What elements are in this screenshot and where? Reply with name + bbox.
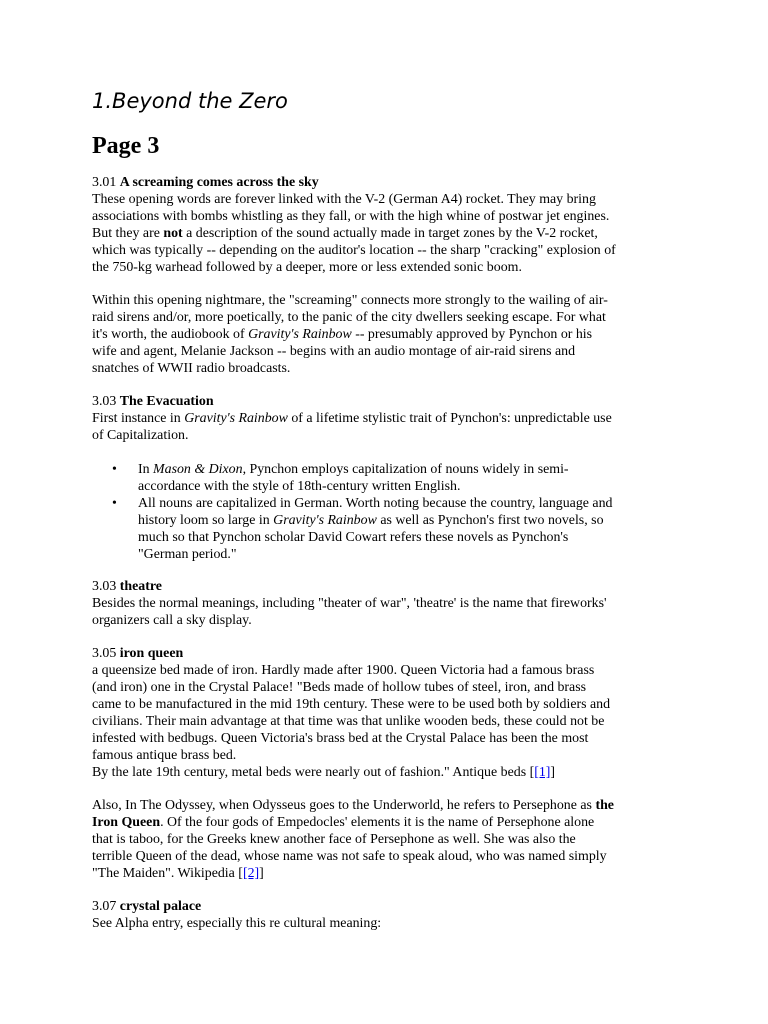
text-line xyxy=(92,814,692,831)
text-run: it's worth, the audiobook of xyxy=(92,327,249,342)
text-line xyxy=(138,512,612,529)
bold-run: Iron Queen xyxy=(92,815,161,830)
entry-title: A screaming comes across the sky xyxy=(119,175,319,190)
entry-heading xyxy=(92,645,692,662)
italic-run: Gravity's Rainbow xyxy=(184,411,288,426)
text-run: "The Maiden". Wikipedia [ xyxy=(92,866,243,881)
italic-run: Gravity's Rainbow xyxy=(248,327,352,342)
entry-title: theatre xyxy=(119,579,162,594)
text-line: that is taboo, for the Greeks knew another face of Persephone as well. She was also the xyxy=(92,832,576,847)
italic-run: Gravity's Rainbow xyxy=(273,513,377,528)
bullet-icon: • xyxy=(112,462,117,477)
text-line: of Capitalization. xyxy=(92,428,189,443)
bullet-icon: • xyxy=(112,496,117,511)
text-line: much so that Pynchon scholar David Cowart refers these novels as Pynchon's xyxy=(138,530,569,545)
text-run: history loom so large in xyxy=(138,513,274,528)
entry-number: 3.07 xyxy=(92,899,120,914)
footnote-link[interactable]: [1] xyxy=(534,765,551,780)
text-line: "German period." xyxy=(138,547,237,562)
text-line: See Alpha entry, especially this re cultural meaning: xyxy=(92,916,382,931)
text-run: as well as Pynchon's first two novels, so xyxy=(376,513,604,528)
text-line: came to be manufactured in the mid 19th century. These were to be used both by soldiers and xyxy=(92,697,611,712)
text-run: of a lifetime stylistic trait of Pynchon's: unpredictable use xyxy=(287,411,612,426)
list-item xyxy=(110,495,612,563)
text-line xyxy=(92,225,692,242)
text-line: raid sirens and/or, more poetically, to the panic of the city dwellers seeking escape. For what xyxy=(92,310,606,325)
italic-run: Mason & Dixon xyxy=(153,462,243,477)
entry-heading xyxy=(92,393,692,410)
text-line: terrible Queen of the dead, whose name was not safe to speak aloud, who was named simply xyxy=(92,849,607,864)
entry-3-07-crystal-palace xyxy=(92,898,692,932)
text-line: which was typically -- depending on the auditor's location -- the sharp "cracking" explosion of xyxy=(92,243,616,258)
text-run: In xyxy=(138,462,154,477)
footnote-link[interactable]: [2] xyxy=(242,866,260,881)
text-run: But they are xyxy=(92,226,164,241)
entry-heading xyxy=(92,898,692,915)
bold-run: the xyxy=(595,798,614,813)
entry-title: crystal palace xyxy=(119,899,202,914)
text-run: , Pynchon employs capitalization of nouns widely in semi- xyxy=(242,462,569,477)
text-line xyxy=(92,410,692,427)
text-run: ] xyxy=(550,765,556,780)
paragraph-odyssey xyxy=(92,797,692,882)
text-line: associations with bombs whistling as they fall, or with the high whine of postwar jet engines. xyxy=(92,209,610,224)
text-line: accordance with the style of 18th-century written English. xyxy=(138,479,461,494)
entry-title: The Evacuation xyxy=(119,394,214,409)
text-line: All nouns are capitalized in German. Worth noting because the country, language and xyxy=(138,496,613,511)
text-line: (and iron) one in the Crystal Palace! "Beds made of hollow tubes of steel, iron, and brass xyxy=(92,680,587,695)
text-line: civilians. Their main advantage at that time was that unlike wooden beds, these could not be xyxy=(92,714,605,729)
entry-3-01 xyxy=(92,174,692,276)
text-line: the 750-kg warhead followed by a deeper, more or less extended sonic boom. xyxy=(92,260,522,275)
text-line: wife and agent, Melanie Jackson -- begins with an audio montage of air-raid sirens and xyxy=(92,344,576,359)
text-line xyxy=(138,461,612,478)
text-line: Besides the normal meanings, including "theater of war", 'theatre' is the name that fireworks' xyxy=(92,596,607,611)
text-run: . Of the four gods of Empedocles' elements it is the name of Persephone alone xyxy=(160,815,595,830)
text-run: -- presumably approved by Pynchon or his xyxy=(351,327,593,342)
text-run: First instance in xyxy=(92,411,185,426)
text-line: Within this opening nightmare, the "screaming" connects more strongly to the wailing of air- xyxy=(92,293,608,308)
entry-heading xyxy=(92,174,692,191)
text-run: ] xyxy=(259,866,264,881)
text-line: These opening words are forever linked with the V-2 (German A4) rocket. They may bring xyxy=(92,192,596,207)
entry-title: iron queen xyxy=(119,646,184,661)
entry-3-05-iron-queen xyxy=(92,645,692,781)
text-line xyxy=(92,764,692,781)
entry-heading xyxy=(92,578,692,595)
text-line: infested with bedbugs. Queen Victoria's brass bed at the Crystal Palace has been the most xyxy=(92,731,589,746)
list-item xyxy=(110,461,612,495)
chapter-title: 1.Beyond the Zero xyxy=(92,89,288,113)
text-line xyxy=(92,797,692,814)
text-line xyxy=(92,865,692,882)
page-heading: Page 3 xyxy=(92,133,160,159)
text-run: Also, In The Odyssey, when Odysseus goes to the Underworld, he refers to Persephone as xyxy=(92,798,596,813)
text-run: a description of the sound actually made in target zones by the V-2 rocket, xyxy=(182,226,598,241)
entry-3-03-evacuation xyxy=(92,393,692,444)
bullet-list xyxy=(110,461,612,563)
entry-3-03-theatre xyxy=(92,578,692,629)
text-line: a queensize bed made of iron. Hardly made after 1900. Queen Victoria had a famous brass xyxy=(92,663,595,678)
paragraph-screaming xyxy=(92,292,692,377)
text-line: famous antique brass bed. xyxy=(92,748,237,763)
text-run: By the late 19th century, metal beds were nearly out of fashion." Antique beds [ xyxy=(92,765,535,780)
bold-run: not xyxy=(163,226,183,241)
entry-number: 3.01 xyxy=(92,175,120,190)
entry-number: 3.03 xyxy=(92,579,120,594)
text-line: organizers call a sky display. xyxy=(92,613,252,628)
entry-number: 3.03 xyxy=(92,394,120,409)
text-line: snatches of WWII radio broadcasts. xyxy=(92,361,291,376)
text-line xyxy=(92,326,692,343)
entry-number: 3.05 xyxy=(92,646,120,661)
